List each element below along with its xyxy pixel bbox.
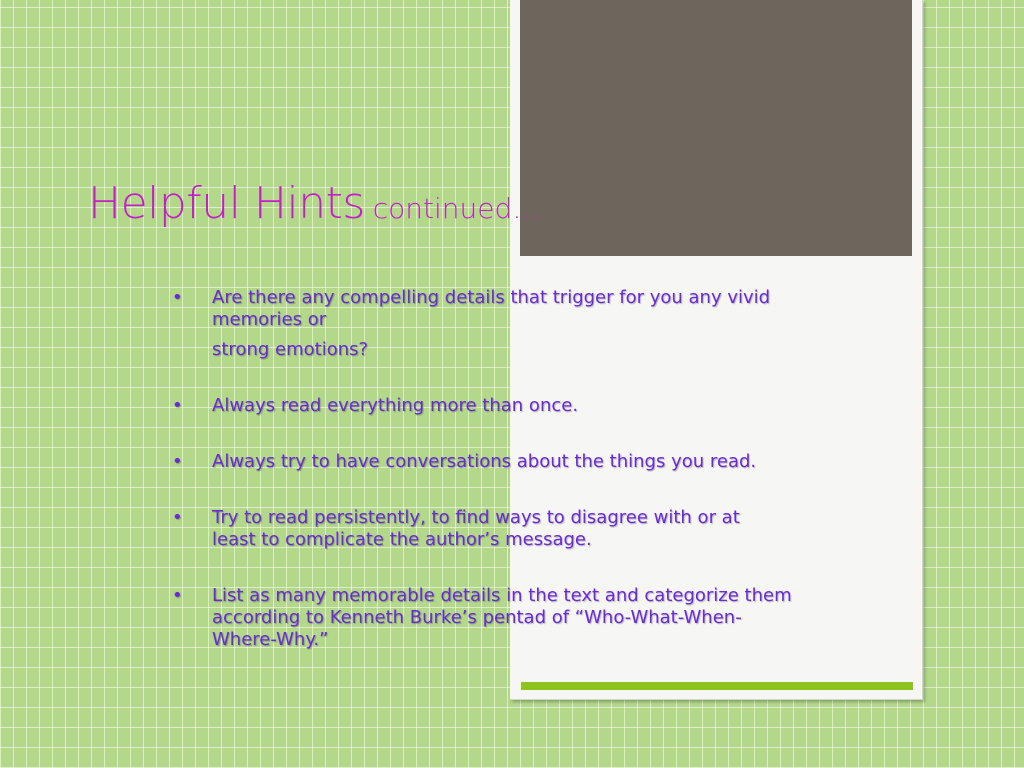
bullet-item [172,451,852,473]
bullet-icon: • [172,585,183,606]
photo-placeholder [520,0,912,256]
bullet-text: Are there any compelling details that trigger for you any vivid memories or [212,287,771,330]
title-sub: continued… [372,192,541,225]
bullet-text-continuation: strong emotions? [212,339,369,360]
bullet-icon: • [172,507,183,528]
bullet-item [172,585,852,651]
slide-title [88,178,540,229]
bullet-text: Always try to have conversations about the things you read. [212,451,757,472]
bullet-icon: • [172,395,183,416]
bullet-text: Try to read persistently, to find ways to disagree with or at least to complicate the author’s message. [212,507,740,550]
bullet-list [172,287,852,651]
bullet-item [172,507,852,551]
bullet-item [172,395,852,417]
bullet-icon: • [172,451,183,472]
bullet-icon: • [172,287,183,308]
bullet-text: List as many memorable details in the text and categorize them according to Kenneth Burke’s pentad of “Who-What-When-Where-Why.” [212,585,792,650]
bullet-item [172,287,852,361]
bullet-text: Always read everything more than once. [212,395,579,416]
title-main: Helpful Hints [88,178,365,229]
accent-bar [521,682,913,690]
